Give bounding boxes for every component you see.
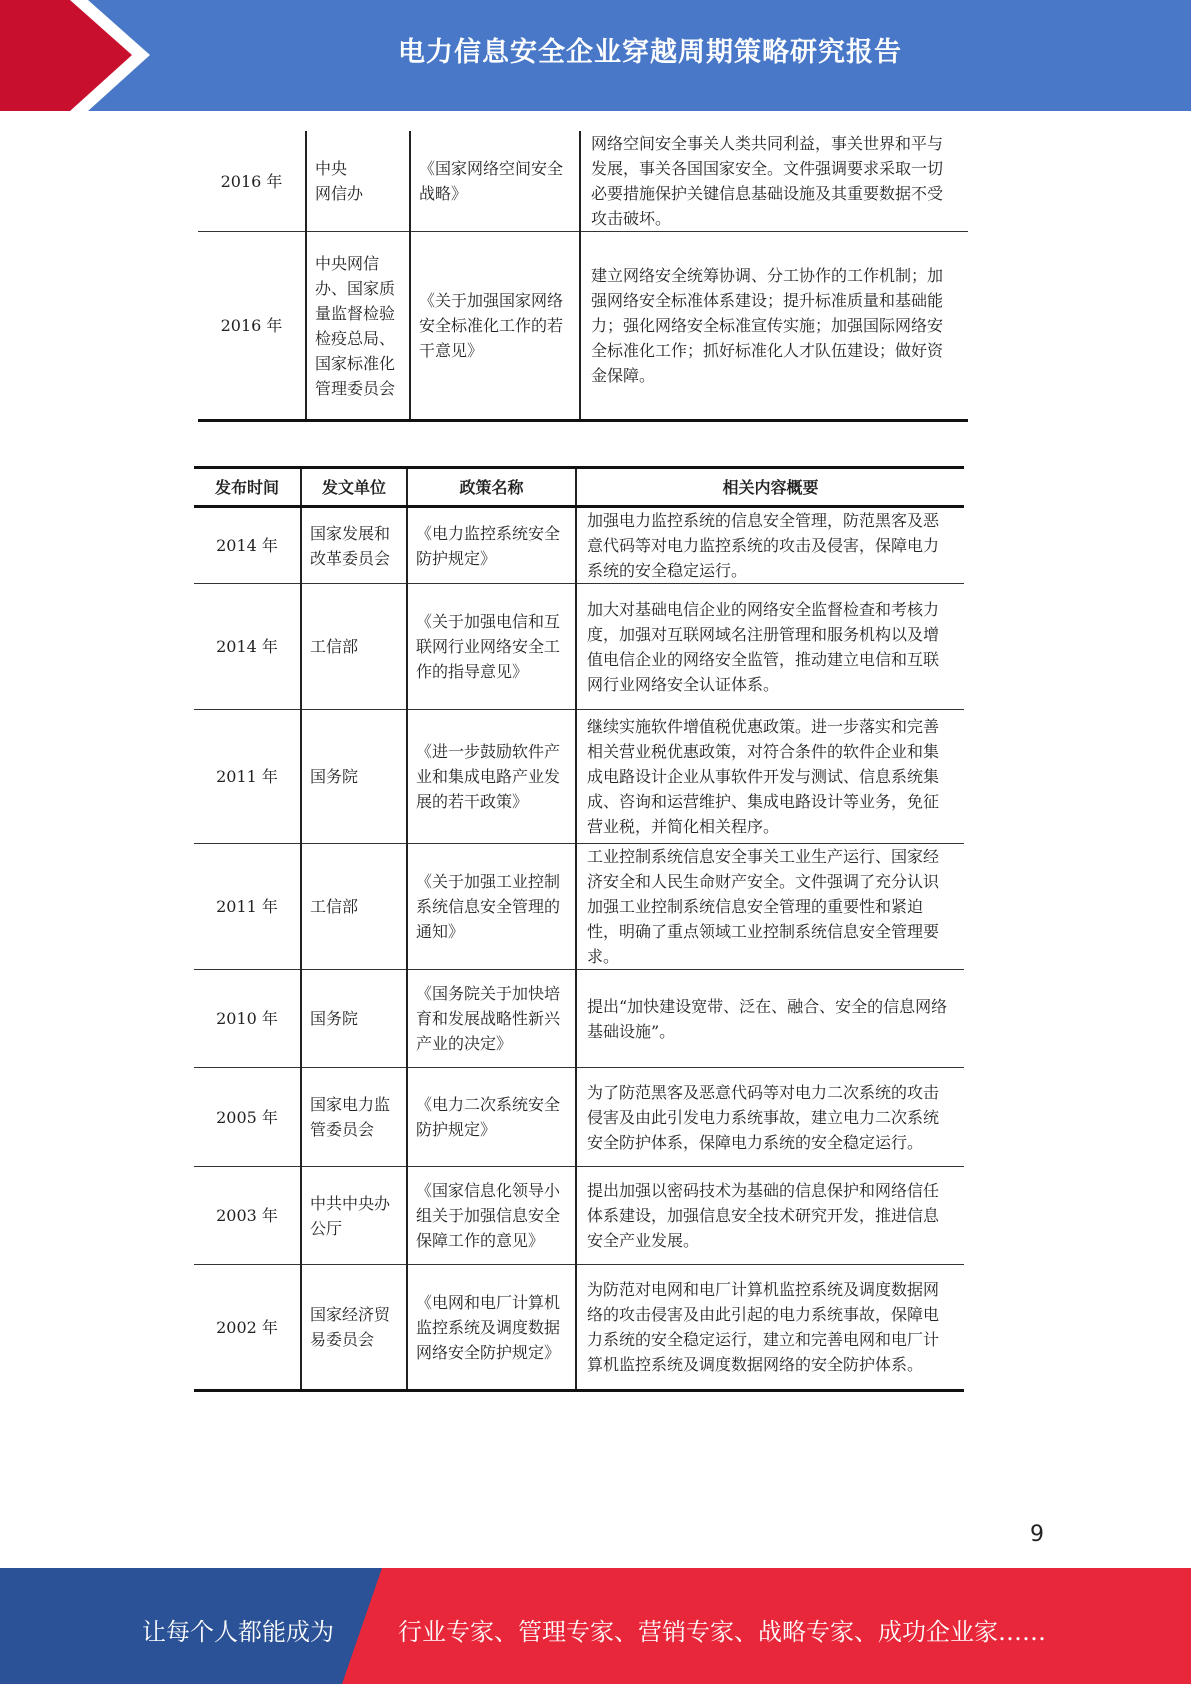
table-row: [194, 1265, 964, 1391]
policy-name-cell: 《国务院关于加快培育和发展战略性新兴产业的决定》: [407, 970, 576, 1068]
policy-name-cell: 《电网和电厂计算机监控系统及调度数据网络安全防护规定》: [407, 1265, 576, 1391]
table-row: [194, 1068, 964, 1167]
table-header-row: [194, 468, 964, 507]
year-cell: 2011 年: [194, 844, 301, 970]
chevron-banner-icon: [0, 0, 160, 111]
table-row: [194, 844, 964, 970]
table-row: [198, 232, 968, 421]
header-policy-name: 政策名称: [407, 468, 576, 507]
policy-table: [194, 466, 964, 1392]
policy-table-body: [194, 507, 964, 1391]
issuer-cell: 中共中央办公厅: [301, 1167, 407, 1265]
summary-cell: 建立网络安全统筹协调、分工协作的工作机制；加强网络安全标准体系建设；提升标准质量和基础能力；强化网络安全标准宣传实施；加强国际网络安全标准化工作；抓好标准化人才队伍建设；做好资金保障。: [580, 232, 968, 421]
footer-slogan-lead: 让每个人都能成为: [142, 1618, 334, 1646]
page-footer: [0, 1568, 1191, 1684]
table-row: [194, 970, 964, 1068]
policy-name-cell: 《国家网络空间安全战略》: [410, 131, 580, 232]
year-cell: 2016 年: [198, 131, 306, 232]
summary-cell: 继续实施软件增值税优惠政策。进一步落实和完善相关营业税优惠政策，对符合条件的软件企业和集成电路设计企业从事软件开发与测试、信息系统集成、咨询和运营维护、集成电路设计等业务，免征营业税，并简化相关程序。: [576, 710, 964, 844]
policy-name-cell: 《关于加强国家网络安全标准化工作的若干意见》: [410, 232, 580, 421]
summary-cell: 为了防范黑客及恶意代码等对电力二次系统的攻击侵害及由此引发电力系统事故，建立电力二次系统安全防护体系，保障电力系统的安全稳定运行。: [576, 1068, 964, 1167]
policy-name-cell: 《国家信息化领导小组关于加强信息安全保障工作的意见》: [407, 1167, 576, 1265]
year-cell: 2002 年: [194, 1265, 301, 1391]
summary-cell: 加强电力监控系统的信息安全管理，防范黑客及恶意代码等对电力监控系统的攻击及侵害，保障电力系统的安全稳定运行。: [576, 507, 964, 584]
issuer-cell: 国家发展和改革委员会: [301, 507, 407, 584]
issuer-cell: 国家经济贸易委员会: [301, 1265, 407, 1391]
summary-cell: 工业控制系统信息安全事关工业生产运行、国家经济安全和人民生命财产安全。文件强调了充分认识加强工业控制系统信息安全管理的重要性和紧迫性，明确了重点领域工业控制系统信息安全管理要求。: [576, 844, 964, 970]
header-publish-time: 发布时间: [194, 468, 301, 507]
year-cell: 2005 年: [194, 1068, 301, 1167]
year-cell: 2003 年: [194, 1167, 301, 1265]
summary-cell: 加大对基础电信企业的网络安全监督检查和考核力度，加强对互联网域名注册管理和服务机构以及增值电信企业的网络安全监管，推动建立电信和互联网行业网络安全认证体系。: [576, 584, 964, 710]
policy-table-continued: [198, 131, 968, 422]
issuer-cell: 国务院: [301, 970, 407, 1068]
summary-cell: 提出“加快建设宽带、泛在、融合、安全的信息网络基础设施”。: [576, 970, 964, 1068]
issuer-cell: 中央网信办、国家质量监督检验检疫总局、国家标准化管理委员会: [306, 232, 410, 421]
issuer-cell: 中央 网信办: [306, 131, 410, 232]
page-header: [0, 0, 1191, 111]
year-cell: 2014 年: [194, 584, 301, 710]
policy-name-cell: 《进一步鼓励软件产业和集成电路产业发展的若干政策》: [407, 710, 576, 844]
table-row: [194, 1167, 964, 1265]
year-cell: 2010 年: [194, 970, 301, 1068]
year-cell: 2016 年: [198, 232, 306, 421]
issuer-cell: 国家电力监管委员会: [301, 1068, 407, 1167]
summary-cell: 为防范对电网和电厂计算机监控系统及调度数据网络的攻击侵害及由此引起的电力系统事故，保障电力系统的安全稳定运行，建立和完善电网和电厂计算机监控系统及调度数据网络的安全防护体系。: [576, 1265, 964, 1391]
summary-cell: 网络空间安全事关人类共同利益，事关世界和平与发展，事关各国国家安全。文件强调要求采取一切必要措施保护关键信息基础设施及其重要数据不受攻击破坏。: [580, 131, 968, 232]
table-row: [198, 131, 968, 232]
header-summary: 相关内容概要: [576, 468, 964, 507]
table-row: [194, 507, 964, 584]
issuer-cell: 工信部: [301, 844, 407, 970]
year-cell: 2011 年: [194, 710, 301, 844]
header-issuer: 发文单位: [301, 468, 407, 507]
report-title: 电力信息安全企业穿越周期策略研究报告: [398, 37, 902, 68]
year-cell: 2014 年: [194, 507, 301, 584]
issuer-cell: 国务院: [301, 710, 407, 844]
policy-name-cell: 《电力二次系统安全防护规定》: [407, 1068, 576, 1167]
summary-cell: 提出加强以密码技术为基础的信息保护和网络信任体系建设，加强信息安全技术研究开发，推进信息安全产业发展。: [576, 1167, 964, 1265]
policy-name-cell: 《关于加强工业控制系统信息安全管理的通知》: [407, 844, 576, 970]
page-number: 9: [1030, 1522, 1044, 1547]
table-row: [194, 710, 964, 844]
footer-slogan-list: 行业专家、管理专家、营销专家、战略专家、成功企业家……: [398, 1618, 1046, 1646]
issuer-cell: 工信部: [301, 584, 407, 710]
policy-name-cell: 《电力监控系统安全防护规定》: [407, 507, 576, 584]
policy-name-cell: 《关于加强电信和互联网行业网络安全工作的指导意见》: [407, 584, 576, 710]
policy-table-continued-body: [198, 131, 968, 421]
table-row: [194, 584, 964, 710]
